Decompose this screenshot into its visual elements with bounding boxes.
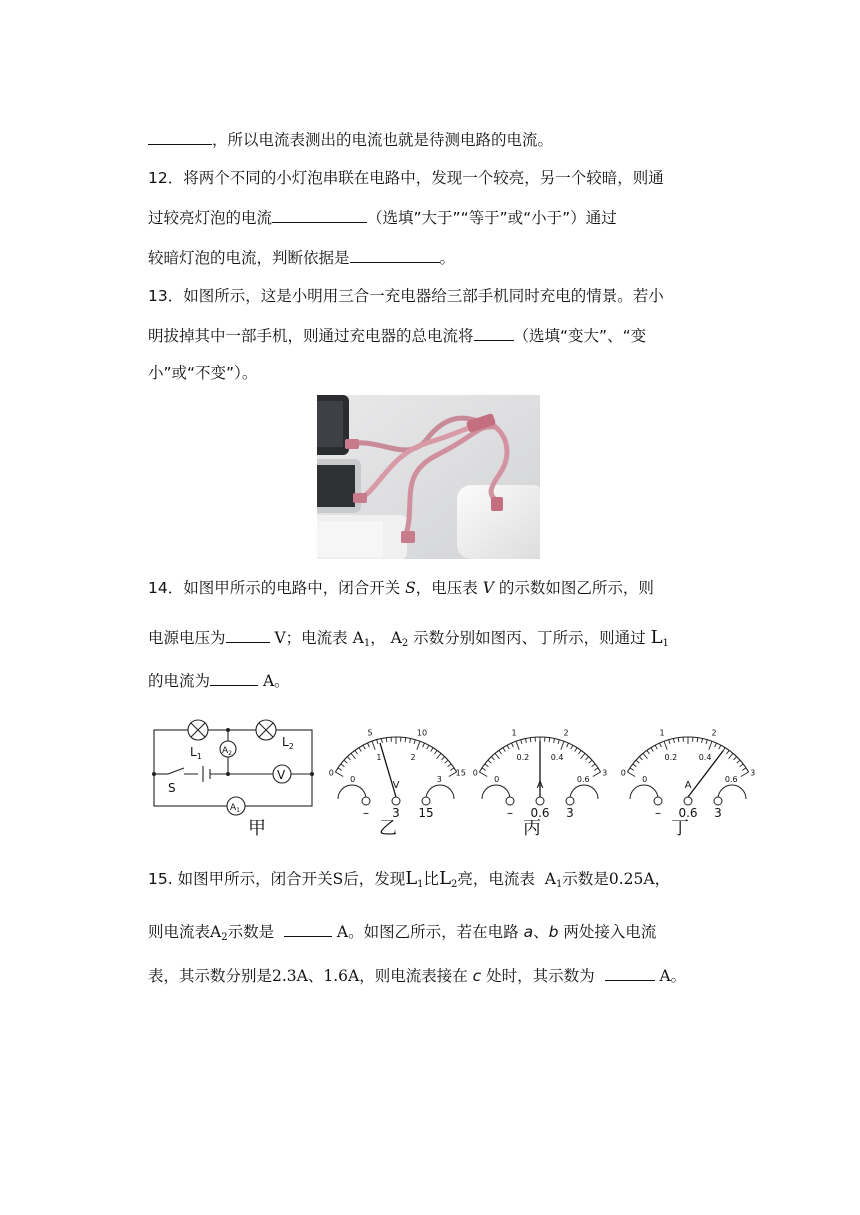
- meter-unit: V: [392, 780, 400, 791]
- terminal-icon: [362, 797, 370, 805]
- top-scale-label: 2: [563, 728, 569, 738]
- q12-text-1: 12．将两个不同的小灯泡串联在电路中，发现一个较亮，另一个较暗，则通: [148, 169, 664, 187]
- unit-amp: A: [262, 672, 275, 690]
- q14-text-2a: 电源电压为: [148, 629, 226, 647]
- q15-line-2: [148, 920, 656, 949]
- q15-text-3b: ，则电流表接在: [359, 967, 468, 985]
- q15-text-1b: 后，发现: [343, 870, 406, 888]
- meter-unit: A: [536, 780, 544, 791]
- terminal-label: 0.6: [530, 806, 550, 820]
- bottom-scale-label: 3: [436, 775, 442, 784]
- terminal-label: 3: [566, 806, 574, 820]
- charger-photo: [317, 395, 540, 559]
- q15-text-2b: 示数是: [227, 923, 275, 941]
- answer-blank[interactable]: [605, 964, 655, 981]
- point-b: b: [548, 923, 559, 941]
- figure-caption: 丙: [523, 818, 541, 839]
- q15-text-2d: 两处接入电流: [563, 923, 657, 941]
- answer-blank[interactable]: [272, 206, 367, 223]
- q14-text-1c: 的示数如图乙所示，则: [498, 579, 654, 597]
- q12-text-2a: 过较亮灯泡的电流: [148, 209, 273, 227]
- q13-line-2: [148, 324, 646, 347]
- q15-line-3: [148, 964, 686, 987]
- bottom-scale-label: 0: [642, 775, 648, 784]
- q14-line-2: 电源电压为 V；电流表 $A_1$， $A_2$ 示数分别如图丙、丁所示，则通过 $L_1$: [148, 627, 669, 649]
- voltmeter-dial: [329, 729, 466, 839]
- point-c: c: [472, 967, 482, 985]
- q13-text-3: 小”或“不变”）。: [148, 364, 258, 382]
- bottom-scale-label: 0.2: [664, 753, 678, 763]
- terminal-icon: [506, 797, 514, 805]
- top-scale-label: 0: [620, 768, 626, 778]
- switch-label: S: [168, 781, 176, 795]
- terminal-icon: [536, 797, 544, 805]
- bottom-scale-label: 0.2: [516, 753, 530, 763]
- terminal-label: –: [363, 806, 369, 820]
- separator: 、: [533, 923, 549, 941]
- q12-text-2b: （选填”大于”“等于”或“小于”）通过: [367, 209, 617, 227]
- ammeter-a2-label: $A_2$: [222, 746, 232, 757]
- answer-blank[interactable]: [284, 920, 332, 937]
- lamp-2-symbol: $L_2$: [439, 868, 458, 890]
- separator: 、: [307, 967, 324, 985]
- ammeter-c-dial: [473, 729, 608, 839]
- ammeter-1-symbol: $A_1$: [352, 629, 371, 649]
- q13-line-1: [148, 285, 664, 307]
- bottom-scale-label: 1: [376, 753, 382, 763]
- ammeter-2-symbol: $A_2$: [390, 629, 409, 649]
- q15-text-3c: 处时，其示数为: [486, 967, 595, 985]
- q14-text-2b: ；电流表: [285, 629, 348, 647]
- terminal-label: 3: [392, 806, 400, 820]
- bottom-scale-label: 0.4: [698, 753, 712, 763]
- q14-line-3: [148, 669, 290, 692]
- q12-text-3a: 较暗灯泡的电流，判断依据是: [148, 249, 350, 267]
- q15-comma: ，: [654, 870, 671, 888]
- figure-caption: 乙: [379, 818, 397, 839]
- q15-text-bi: 比: [423, 870, 440, 888]
- meter-unit: A: [684, 780, 692, 791]
- unit-amp: A: [659, 967, 671, 985]
- q14-line-1: [148, 577, 654, 599]
- unit-volt: V: [274, 629, 286, 647]
- ammeter-d-dial: [621, 729, 756, 839]
- q15-value: 0.25A: [608, 870, 655, 888]
- terminal-icon: [654, 797, 662, 805]
- bottom-scale-label: 0.6: [576, 775, 590, 784]
- top-scale-label: 1: [511, 728, 517, 738]
- q15-text-3a: 表，其示数分别是: [148, 967, 273, 985]
- reading-2: 1.6A: [323, 967, 360, 985]
- q12-line-3: [148, 246, 455, 269]
- q14-text-1b: ，电压表: [415, 579, 478, 597]
- q12-line-2: [148, 206, 617, 229]
- bottom-scale-label: 0: [350, 775, 356, 784]
- point-a: a: [523, 923, 534, 941]
- reading-1: 2.3A: [272, 967, 308, 985]
- bottom-scale-label: 0: [494, 775, 500, 784]
- switch-symbol: S: [405, 579, 416, 597]
- q15-text-2c: 。如图乙所示，若在电路: [348, 923, 519, 941]
- q13-text-1: 13．如图所示，这是小明用三合一充电器给三部手机同时充电的情景。若小: [148, 287, 664, 305]
- answer-blank[interactable]: [226, 626, 270, 643]
- period: 。: [670, 967, 687, 985]
- top-scale-label: 1: [659, 728, 665, 738]
- answer-blank[interactable]: [210, 669, 258, 686]
- switch-symbol: S: [332, 870, 344, 888]
- lamp-1-symbol: $L_1$: [650, 627, 669, 649]
- terminal-label: –: [507, 806, 513, 820]
- terminal-icon: [714, 797, 722, 805]
- answer-blank[interactable]: [474, 324, 514, 341]
- q13-text-2b: （选填“变大”、“变: [513, 327, 647, 345]
- top-scale-label: 0: [328, 768, 334, 778]
- terminal-label: –: [655, 806, 661, 820]
- terminal-label: 15: [418, 806, 434, 820]
- q14-text-3b: 。: [274, 672, 290, 690]
- bottom-scale-label: 2: [410, 753, 416, 763]
- terminal-label: 0.6: [678, 806, 698, 820]
- bottom-scale-label: 0.6: [724, 775, 738, 784]
- q13-line-3: [148, 362, 257, 384]
- lamp-l1-label: $L_1$: [190, 745, 202, 761]
- q13-text-2a: 明拔掉其中一部手机，则通过充电器的总电流将: [148, 327, 474, 345]
- q14-text-1a: 14．如图甲所示的电路中，闭合开关: [148, 579, 401, 597]
- ammeter-1-symbol: $A_1$: [544, 870, 563, 890]
- answer-blank[interactable]: [350, 246, 440, 263]
- voltmeter-symbol: V: [482, 579, 494, 597]
- q15-text-1d: 示数是: [562, 870, 609, 888]
- figure-caption: 丁: [671, 818, 689, 839]
- answer-blank[interactable]: [148, 128, 212, 145]
- q14-text-3a: 的电流为: [148, 672, 211, 690]
- unit-amp: A: [336, 923, 349, 941]
- top-scale-label: 15: [455, 768, 466, 778]
- terminal-icon: [684, 797, 692, 805]
- top-scale-label: 2: [711, 728, 717, 738]
- terminal-label: 3: [714, 806, 722, 820]
- meter-figures: [148, 712, 760, 842]
- q12-line-1: [148, 167, 664, 189]
- bottom-scale-label: 0.4: [550, 753, 564, 763]
- top-scale-label: 10: [416, 728, 428, 738]
- q15-text-1c: 亮，电流表: [457, 870, 535, 888]
- terminal-icon: [392, 797, 400, 805]
- top-scale-label: 3: [750, 768, 756, 778]
- voltmeter-label: V: [277, 768, 286, 782]
- q15-text-1a: 15. 如图甲所示，闭合开关: [148, 870, 333, 888]
- lamp-1-symbol: $L_1$: [405, 868, 424, 890]
- q15-line-1: [148, 868, 670, 896]
- q14-text-2c: 示数分别如图丙、丁所示，则通过: [413, 629, 646, 647]
- terminal-icon: [566, 797, 574, 805]
- top-scale-label: 3: [602, 768, 608, 778]
- q15-text-2a: 则电流表: [148, 923, 211, 941]
- top-scale-label: 0: [472, 768, 478, 778]
- ammeter-2-symbol: $A_2$: [210, 923, 228, 943]
- top-scale-label: 5: [367, 728, 373, 738]
- figure-jia-caption: 甲: [248, 818, 266, 839]
- q11-tail-line: [148, 128, 553, 151]
- q11-tail-text: ，所以电流表测出的电流也就是待测电路的电流。: [212, 131, 554, 149]
- lamp-l2-label: $L_2$: [282, 735, 294, 751]
- q12-text-3b: 。: [439, 249, 456, 267]
- ammeter-a1-label: $A_1$: [230, 803, 240, 814]
- terminal-icon: [422, 797, 430, 805]
